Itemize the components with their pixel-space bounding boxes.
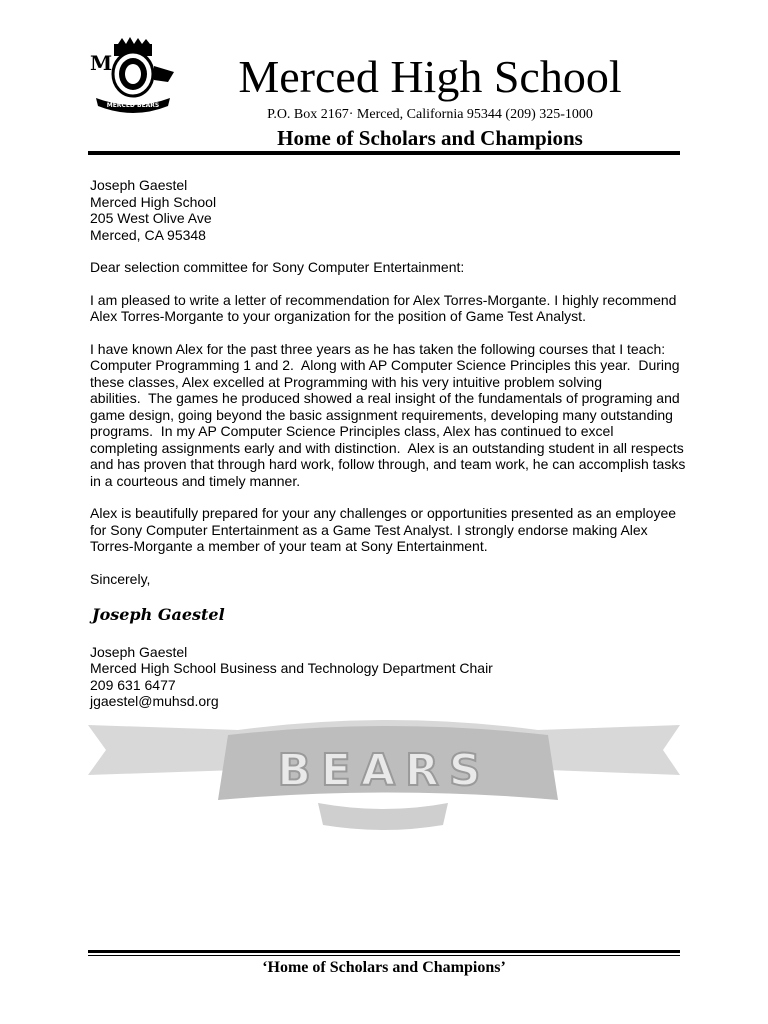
school-motto: Home of Scholars and Champions — [277, 126, 583, 150]
sender-name: Joseph Gaestel — [90, 177, 188, 193]
sender-school: Merced High School — [90, 193, 217, 210]
signer-phone: 209 631 6477 — [90, 676, 176, 693]
svg-text:MERCED BEARS: MERCED BEARS — [106, 102, 160, 109]
sender-city: Merced, CA 95348 — [90, 226, 206, 243]
footer-rule-thick — [88, 950, 680, 953]
signature-block — [90, 644, 690, 710]
header-rule — [88, 151, 680, 155]
handwritten-signature: Joseph Gaestel — [92, 605, 225, 624]
footer-rule-thin — [88, 955, 680, 956]
bears-watermark — [88, 715, 680, 835]
signer-name: Joseph Gaestel — [90, 643, 188, 660]
svg-text:M: M — [90, 51, 113, 75]
signer-title: Merced High School Business and Technology Department Chair — [90, 660, 493, 676]
sender-block — [90, 177, 690, 243]
school-logo — [88, 36, 178, 116]
school-name: Merced High School — [238, 51, 622, 102]
letter-body — [90, 177, 690, 726]
closing: Sincerely, — [90, 570, 151, 587]
sender-street: 205 West Olive Ave — [90, 210, 212, 226]
footer-motto: ‘Home of Scholars and Champions’ — [262, 959, 506, 976]
paragraph-2: I have known Alex for the past three years as he has taken the following courses that I teach: Computer Programming 1 and 2. Along with AP Computer Science Principles this year. During these classes, Alex excelled at Programming with his very intuitive problem solving abilities. The games he produced showed a real insight of the fundamentals of programing and game design, going beyond the basic assignment requirements, developing many outstanding programs. In my AP Computer Science Principles class, Alex has continued to excel completing assignments early and with distinction. Alex is an outstanding student in all respects and has proven that through hard work, follow through, and team work, he can accomplish tasks in a courteous and timely manner. — [90, 340, 686, 489]
signer-email: jgaestel@muhsd.org — [90, 693, 219, 709]
salutation: Dear selection committee for Sony Computer Entertainment: — [90, 259, 465, 275]
paragraph-3: Alex is beautifully prepared for your any challenges or opportunities presented as an employee for Sony Computer Entertainment as a Game Test Analyst. I strongly endorse making Alex Torres-Morgante a member of your team at Sony Entertainment. — [90, 505, 677, 554]
school-address: P.O. Box 2167· Merced, California 95344 (209) 325-1000 — [267, 107, 593, 122]
svg-text:BEARS: BEARS — [277, 745, 491, 796]
paragraph-1: I am pleased to write a letter of recommendation for Alex Torres-Morgante. I highly recommend Alex Torres-Morgante to your organization for the position of Game Test Analyst. — [90, 291, 677, 324]
